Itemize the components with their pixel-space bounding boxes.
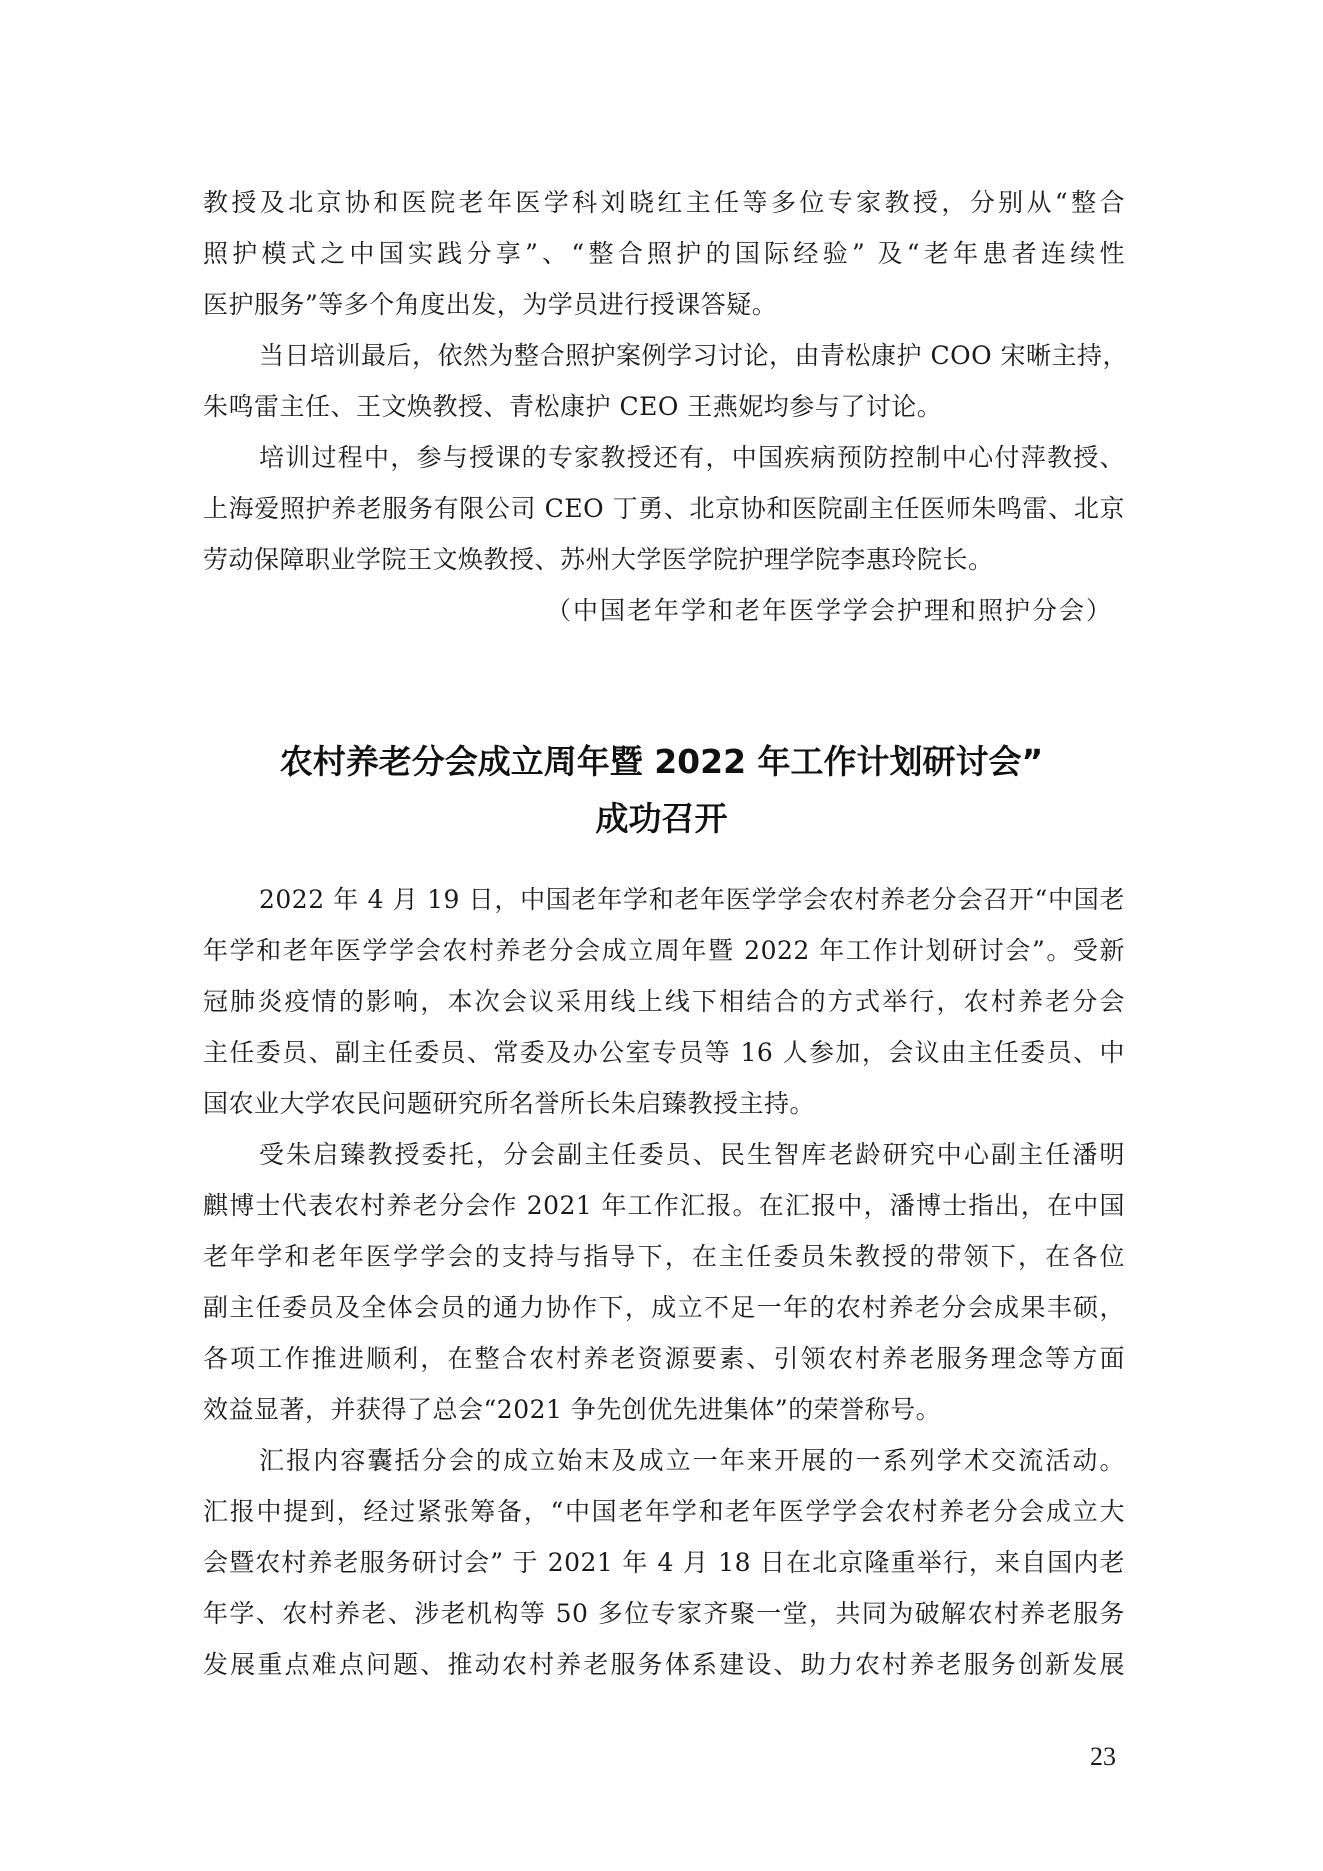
- page-number: 23: [1090, 1742, 1116, 1771]
- paragraph-line: 受朱启臻教授委托，分会副主任委员、民生智库老龄研究中心副主任潘明: [259, 1140, 1125, 1169]
- paragraph-line: 年学、农村养老、涉老机构等 50 多位专家齐聚一堂，共同为破解农村养老服务: [203, 1599, 1125, 1628]
- paragraph-line: 效益显著，并获得了总会“2021 争先创优先进集体”的荣誉称号。: [203, 1395, 942, 1424]
- paragraph-line: 当日培训最后，依然为整合照护案例学习讨论，由青松康护 COO 宋晰主持，: [259, 341, 1129, 370]
- article-source: （中国老年学和老年医学学会护理和照护分会）: [545, 596, 1113, 625]
- paragraph-line: 2022 年 4 月 19 日，中国老年学和老年医学学会农村养老分会召开“中国老: [259, 885, 1125, 914]
- paragraph-line: 上海爱照护养老服务有限公司 CEO 丁勇、北京协和医院副主任医师朱鸣雷、北京: [203, 494, 1125, 523]
- paragraph-line: 国农业大学农民问题研究所名誉所长朱启臻教授主持。: [203, 1089, 816, 1118]
- paragraph-line: 主任委员、副主任委员、常委及办公室专员等 16 人参加，会议由主任委员、中: [203, 1038, 1125, 1067]
- paragraph-line: 年学和老年医学学会农村养老分会成立周年暨 2022 年工作计划研讨会”。受新: [203, 936, 1125, 965]
- paragraph-line: 麒博士代表农村养老分会作 2021 年工作汇报。在汇报中，潘博士指出，在中国: [203, 1191, 1125, 1220]
- paragraph-line: 照护模式之中国实践分享”、“整合照护的国际经验” 及“老年患者连续性: [203, 239, 1125, 268]
- paragraph-line: 副主任委员及全体会员的通力协作下，成立不足一年的农村养老分会成果丰硕，: [203, 1293, 1125, 1322]
- paragraph-line: 汇报中提到，经过紧张筹备，“中国老年学和老年医学学会农村养老分会成立大: [203, 1497, 1125, 1526]
- paragraph-line: 培训过程中，参与授课的专家教授还有，中国疾病预防控制中心付萍教授、: [259, 443, 1125, 472]
- paragraph-line: 劳动保障职业学院王文焕教授、苏州大学医学院护理学院李惠玲院长。: [203, 545, 994, 574]
- paragraph-line: 发展重点难点问题、推动农村养老服务体系建设、助力农村养老服务创新发展: [203, 1650, 1125, 1679]
- article-title-line2: 成功召开: [595, 799, 728, 838]
- paragraph-line: 教授及北京协和医院老年医学科刘晓红主任等多位专家教授，分别从“整合: [203, 188, 1125, 217]
- paragraph-line: 汇报内容囊括分会的成立始末及成立一年来开展的一系列学术交流活动。: [259, 1446, 1125, 1475]
- article-title: 农村养老分会成立周年暨 2022 年工作计划研讨会”: [279, 742, 1044, 781]
- paragraph-line: 医护服务”等多个角度出发，为学员进行授课答疑。: [203, 290, 778, 319]
- paragraph-line: 老年学和老年医学学会的支持与指导下，在主任委员朱教授的带领下，在各位: [203, 1242, 1125, 1271]
- paragraph-line: 会暨农村养老服务研讨会” 于 2021 年 4 月 18 日在北京隆重举行，来自国内老: [203, 1548, 1125, 1577]
- paragraph-line: 各项工作推进顺利，在整合农村养老资源要素、引领农村养老服务理念等方面: [203, 1344, 1125, 1373]
- paragraph-line: 冠肺炎疫情的影响，本次会议采用线上线下相结合的方式举行，农村养老分会: [203, 987, 1125, 1016]
- paragraph-line: 朱鸣雷主任、王文焕教授、青松康护 CEO 王燕妮均参与了讨论。: [203, 392, 943, 421]
